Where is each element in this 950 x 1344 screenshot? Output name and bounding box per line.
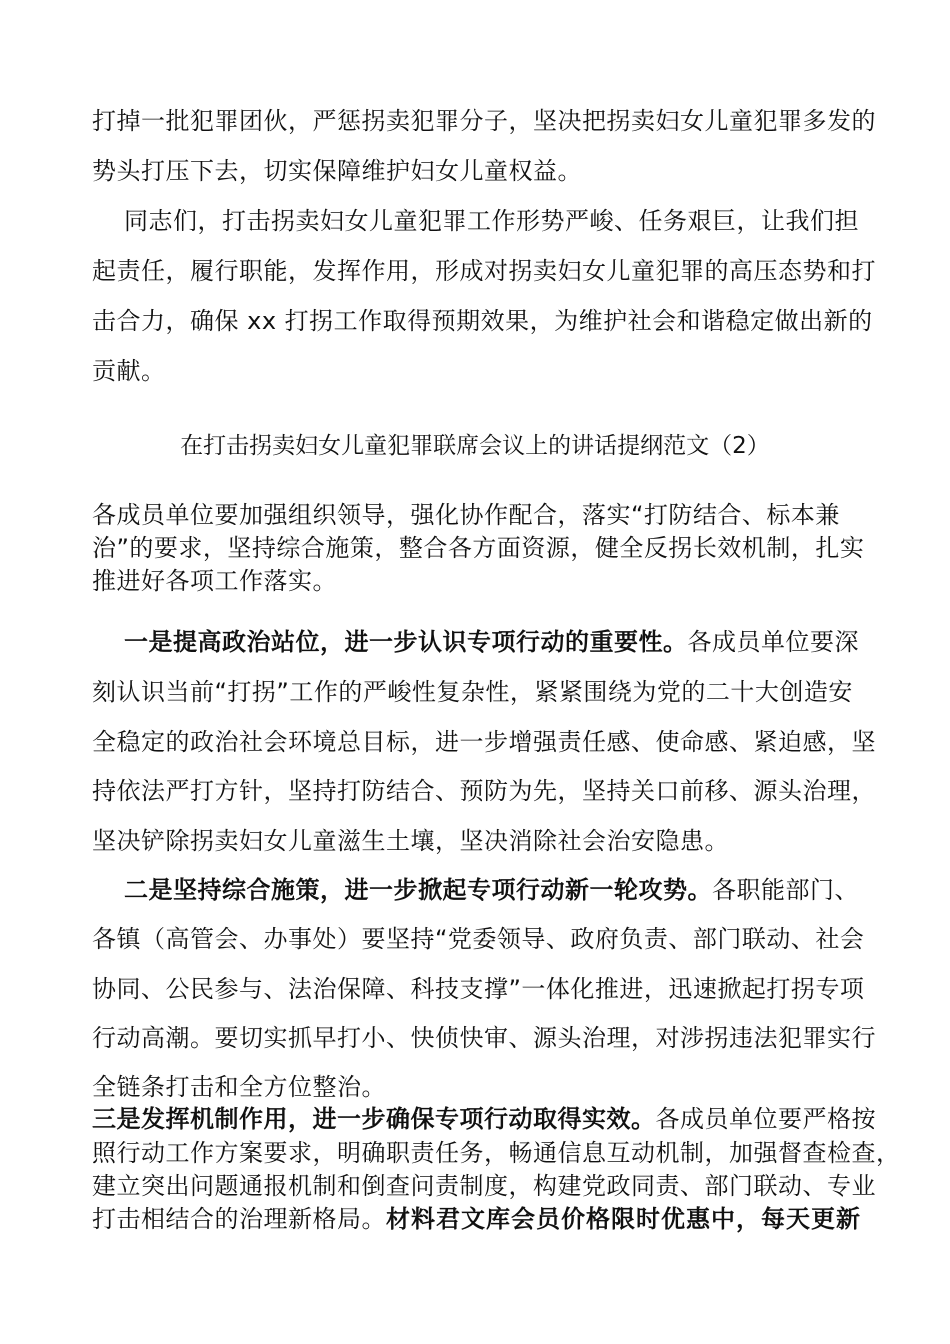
body-text-line: 同志们，打击拐卖妇女儿童犯罪工作形势严峻、任务艰巨，让我们担 [124,207,859,235]
point-2-first-line [124,875,859,905]
promo-note: 材料君文库会员价格限时优惠中，每天更新 [386,1204,861,1233]
body-text-line: 贡献。 [92,357,166,385]
body-text-line: 建立突出问题通报机制和倒查问责制度，构建党政同责、部门联动、专业 [92,1172,876,1200]
body-text-line: 坚决铲除拐卖妇女儿童滋生土壤，坚决消除社会治安隐患。 [92,827,729,855]
body-text: 打击相结合的治理新格局。 [92,1205,386,1233]
point-3-first-line [92,1104,876,1134]
body-text-line: 协同、公民参与、法治保障、科技支撑”一体化推进，迅速掀起打拐专项 [92,975,865,1003]
body-text-line: 势头打压下去，切实保障维护妇女儿童权益。 [92,157,582,185]
point-1-first-line-text: 各成员单位要深 [687,628,859,656]
section-title: 在打击拐卖妇女儿童犯罪联席会议上的讲话提纲范文（2） [180,433,770,459]
point-3-first-line-text: 各成员单位要严格按 [655,1105,876,1133]
point-1-first-line [124,627,859,657]
body-text-line: 起责任，履行职能，发挥作用，形成对拐卖妇女儿童犯罪的高压态势和打 [92,257,876,285]
point-2-heading: 二是坚持综合施策，进一步掀起专项行动新一轮攻势。 [124,876,712,904]
body-text-line: 打掉一批犯罪团伙，严惩拐卖犯罪分子，坚决把拐卖妇女儿童犯罪多发的 [92,107,876,135]
point-3-last-line [92,1204,861,1234]
body-text-line: 各镇（高管会、办事处）要坚持“党委领导、政府负责、部门联动、社会 [92,925,865,953]
body-text-line: 全稳定的政治社会环境总目标，进一步增强责任感、使命感、紧迫感，坚 [92,728,876,756]
body-text-line: 击合力，确保 xx 打拐工作取得预期效果，为维护社会和谐稳定做出新的 [92,307,873,335]
body-text-line: 持依法严打方针，坚持打防结合、预防为先，坚持关口前移、源头治理， [92,777,876,805]
intro-text-line: 治”的要求，坚持综合施策，整合各方面资源，健全反拐长效机制，扎实 [92,534,865,562]
body-text-line: 全链条打击和全方位整治。 [92,1073,386,1101]
point-1-heading: 一是提高政治站位，进一步认识专项行动的重要性。 [124,628,688,656]
point-3-heading: 三是发挥机制作用，进一步确保专项行动取得实效。 [92,1105,656,1133]
intro-text-line: 推进好各项工作落实。 [92,567,337,595]
body-text-line: 刻认识当前“打拐”工作的严峻性复杂性，紧紧围绕为党的二十大创造安 [92,678,853,706]
point-2-first-line-text: 各职能部门、 [712,876,859,904]
body-text-line: 照行动工作方案要求，明确职责任务，畅通信息互动机制，加强督查检查， [92,1139,901,1167]
body-text-line: 行动高潮。要切实抓早打小、快侦快审、源头治理，对涉拐违法犯罪实行 [92,1024,876,1052]
intro-text-line: 各成员单位要加强组织领导，强化协作配合，落实“打防结合、标本兼 [92,501,840,529]
